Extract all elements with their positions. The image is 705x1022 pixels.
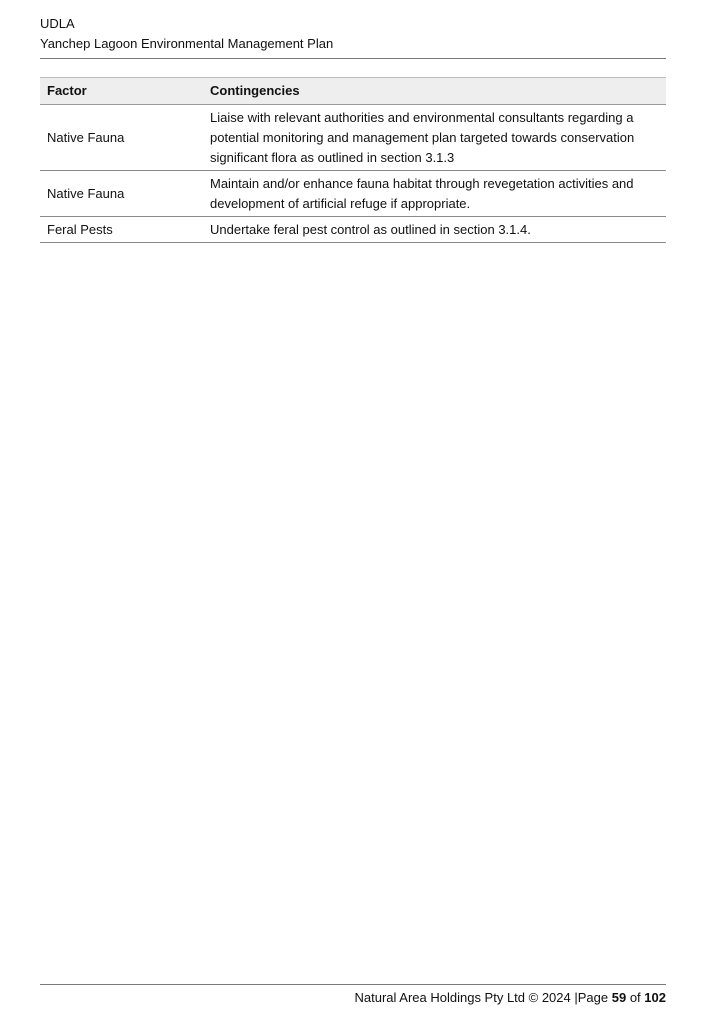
footer-page-total: 102 bbox=[644, 990, 666, 1005]
page-footer bbox=[40, 984, 666, 1007]
contingency-cell: Undertake feral pest control as outlined in section 3.1.4. bbox=[203, 217, 666, 243]
factor-cell: Native Fauna bbox=[40, 171, 203, 217]
contingencies-table bbox=[40, 77, 666, 243]
header-doc-title: Yanchep Lagoon Environmental Management Plan bbox=[40, 36, 334, 51]
column-header-contingencies: Contingencies bbox=[203, 78, 666, 105]
footer-company: Natural Area Holdings Pty Ltd © 2024 | bbox=[354, 990, 578, 1005]
table-row bbox=[40, 171, 666, 217]
factor-cell: Feral Pests bbox=[40, 217, 203, 243]
table-header-row bbox=[40, 78, 666, 105]
contingency-cell: Maintain and/or enhance fauna habitat through revegetation activities and development of artificial refuge if appropriate. bbox=[203, 171, 666, 217]
page-header bbox=[40, 14, 666, 59]
header-org: UDLA bbox=[40, 16, 75, 31]
footer-of-word: of bbox=[629, 990, 641, 1005]
contingencies-table-container bbox=[40, 77, 666, 243]
factor-cell: Native Fauna bbox=[40, 105, 203, 171]
table-row bbox=[40, 217, 666, 243]
table-header bbox=[40, 78, 666, 105]
footer-page-number: 59 bbox=[611, 990, 627, 1005]
footer-page-word: Page bbox=[577, 990, 609, 1005]
contingency-cell: Liaise with relevant authorities and environmental consultants regarding a potential monitoring and management plan targeted towards conservation significant flora as outlined in section 3.1.3 bbox=[203, 105, 666, 171]
table-row bbox=[40, 105, 666, 171]
column-header-factor: Factor bbox=[40, 78, 203, 105]
table-body bbox=[40, 105, 666, 243]
